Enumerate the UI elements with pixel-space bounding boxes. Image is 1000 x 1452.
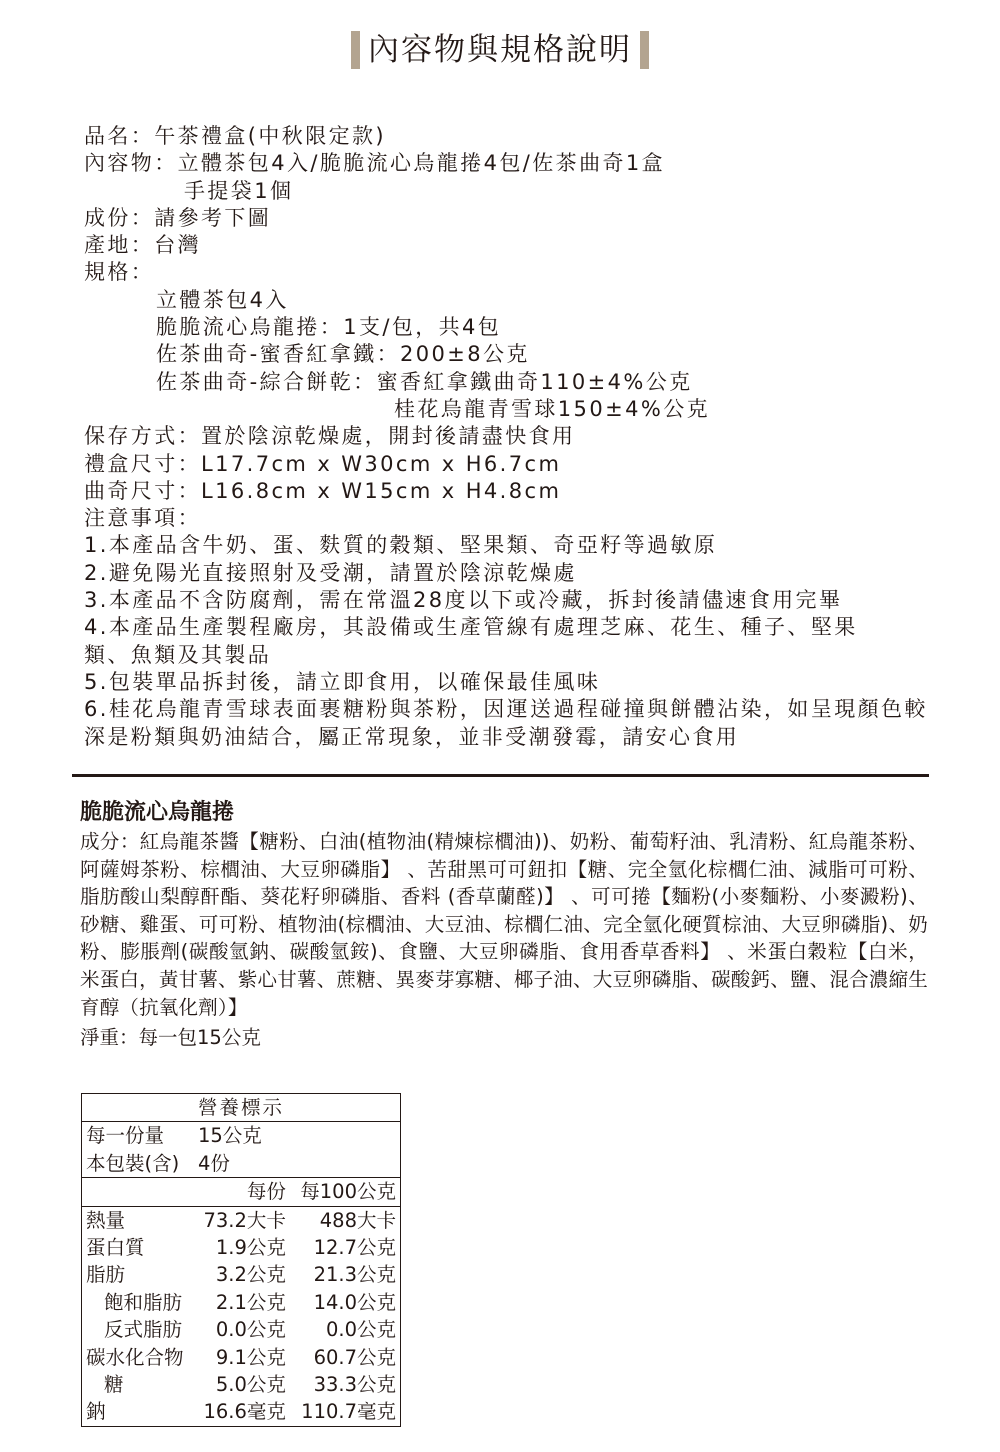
table-row	[82, 1371, 401, 1398]
nutrient-per-serving: 16.6毫克	[203, 1400, 286, 1424]
title-bar-right	[640, 31, 649, 69]
note-item: 1.本產品含牛奶、蛋、麩質的穀類、堅果類、奇亞籽等過敏原	[84, 533, 718, 558]
table-row	[82, 1289, 401, 1316]
nutrient-name: 碳水化合物	[86, 1345, 184, 1369]
note-item: 3.本產品不含防腐劑，需在常溫28度以下或冷藏，拆封後請儘速食用完畢	[84, 588, 843, 613]
net-weight: 淨重：每一包15公克	[80, 1026, 261, 1050]
note-item: 6.桂花烏龍青雪球表面裹糖粉與茶粉，因運送過程碰撞與餅體沾染，如呈現顏色較	[84, 697, 928, 722]
nutrient-name: 熱量	[86, 1208, 126, 1232]
origin: 產地：台灣	[84, 233, 201, 258]
nutrient-per-serving: 0.0公克	[215, 1318, 286, 1342]
col-per-serving: 每份	[194, 1178, 290, 1206]
nutrient-per-serving: 1.9公克	[215, 1236, 286, 1260]
nutrition-table	[81, 1093, 401, 1427]
package-label: 本包裝(含)	[86, 1151, 180, 1175]
product-title: 脆脆流心烏龍捲	[80, 800, 235, 825]
product-ingredients: 成分：紅烏龍茶醬【糖粉、白油(植物油(精煉棕櫚油))、奶粉、葡萄籽油、乳清粉、紅烏龍茶粉、阿薩姆茶粉、棕櫚油、大豆卵磷脂】 、苦甜黑可可鈕扣【糖、完全氫化棕櫚仁油、減脂可可粉、脂肪酸山梨醇酐酯、葵花籽卵磷脂、香料 (香草蘭醛)】 、可可捲【麵粉(小麥麵粉、小麥澱粉)、砂糖、雞蛋、可可粉、植物油(棕櫚油、大豆油、棕櫚仁油、完全氫化硬質棕油、大豆卵磷脂)、奶粉、膨脹劑(碳酸氫鈉、碳酸氫銨)、食鹽、大豆卵磷脂、食用香草香料】 、米蛋白穀粒【白米，米蛋白，黃甘薯、紫心甘薯、蔗糖、異麥芽寡糖、椰子油、大豆卵磷脂、碳酸鈣、鹽、混合濃縮生育醇（抗氧化劑）】	[80, 830, 928, 1019]
size-item-extra: 桂花烏龍青雪球150±4%公克	[394, 396, 710, 421]
nutrient-per-100g: 14.0公克	[313, 1290, 396, 1314]
page-title-banner	[0, 28, 1000, 73]
table-row	[82, 1261, 401, 1288]
nutrient-name: 飽和脂肪	[104, 1290, 183, 1314]
table-row	[82, 1398, 401, 1426]
note-item: 5.包裝單品拆封後，請立即食用，以確保最佳風味	[84, 669, 601, 694]
nutrient-name: 反式脂肪	[104, 1318, 183, 1342]
product-section	[80, 798, 928, 1053]
nutrient-per-100g: 110.7毫克	[301, 1400, 396, 1424]
table-row	[82, 1206, 401, 1234]
contents-line-1: 內容物：立體茶包4入/脆脆流心烏龍捲4包/佐茶曲奇1盒	[84, 151, 666, 176]
section-divider	[72, 774, 929, 777]
nutrient-per-100g: 0.0公克	[325, 1318, 396, 1342]
nutrient-per-serving: 3.2公克	[215, 1263, 286, 1287]
title-bar-left	[351, 31, 360, 69]
nutrient-per-serving: 73.2大卡	[203, 1208, 286, 1232]
note-item: 4.本產品生產製程廠房，其設備或生產管線有處理芝麻、花生、種子、堅果	[84, 615, 858, 640]
note-item: 類、魚類及其製品	[84, 642, 272, 667]
nutrient-per-100g: 12.7公克	[313, 1236, 396, 1260]
box-size: 禮盒尺寸：L17.7cm x W30cm x H6.7cm	[84, 451, 562, 476]
serving-label: 每一份量	[86, 1124, 165, 1148]
table-row	[82, 1316, 401, 1343]
size-item: 佐茶曲奇-綜合餅乾：蜜香紅拿鐵曲奇110±4%公克	[156, 369, 693, 394]
package-value: 4份	[197, 1151, 230, 1175]
col-per-100g: 每100公克	[290, 1178, 401, 1206]
nutrient-per-serving: 9.1公克	[215, 1345, 286, 1369]
nutrition-title: 營養標示	[82, 1094, 401, 1122]
size-item: 脆脆流心烏龍捲：1支/包，共4包	[156, 315, 502, 340]
size-label: 規格：	[84, 260, 155, 285]
notes-label: 注意事項：	[84, 506, 201, 531]
serving-value: 15公克	[197, 1124, 262, 1148]
nutrient-per-serving: 5.0公克	[215, 1373, 286, 1397]
nutrient-per-100g: 60.7公克	[313, 1345, 396, 1369]
nutrient-per-100g: 21.3公克	[313, 1263, 396, 1287]
note-item: 2.避免陽光直接照射及受潮，請置於陰涼乾燥處	[84, 560, 577, 585]
size-item: 佐茶曲奇-蜜香紅拿鐵：200±8公克	[156, 342, 530, 367]
storage: 保存方式：置於陰涼乾燥處，開封後請盡快食用	[84, 424, 576, 449]
cookie-size: 曲奇尺寸：L16.8cm x W15cm x H4.8cm	[84, 478, 562, 503]
ingredients-ref: 成份：請參考下圖	[84, 205, 272, 230]
nutrient-name: 脂肪	[86, 1263, 126, 1287]
nutrient-name: 鈉	[86, 1400, 106, 1424]
product-name: 品名：午茶禮盒(中秋限定款)	[84, 124, 386, 148]
spec-section	[84, 123, 964, 751]
nutrient-per-serving: 2.1公克	[215, 1290, 286, 1314]
size-item: 立體茶包4入	[156, 287, 289, 312]
nutrient-per-100g: 33.3公克	[313, 1373, 396, 1397]
nutrient-name: 糖	[104, 1373, 124, 1397]
note-item: 深是粉類與奶油結合，屬正常現象，並非受潮發霉，請安心食用	[84, 724, 740, 749]
table-row	[82, 1234, 401, 1261]
nutrient-per-100g: 488大卡	[319, 1208, 396, 1232]
table-row	[82, 1344, 401, 1371]
contents-line-2: 手提袋1個	[184, 178, 294, 203]
col-blank	[82, 1178, 194, 1206]
page-title: 內容物與規格說明	[368, 32, 632, 68]
nutrient-name: 蛋白質	[86, 1236, 145, 1260]
